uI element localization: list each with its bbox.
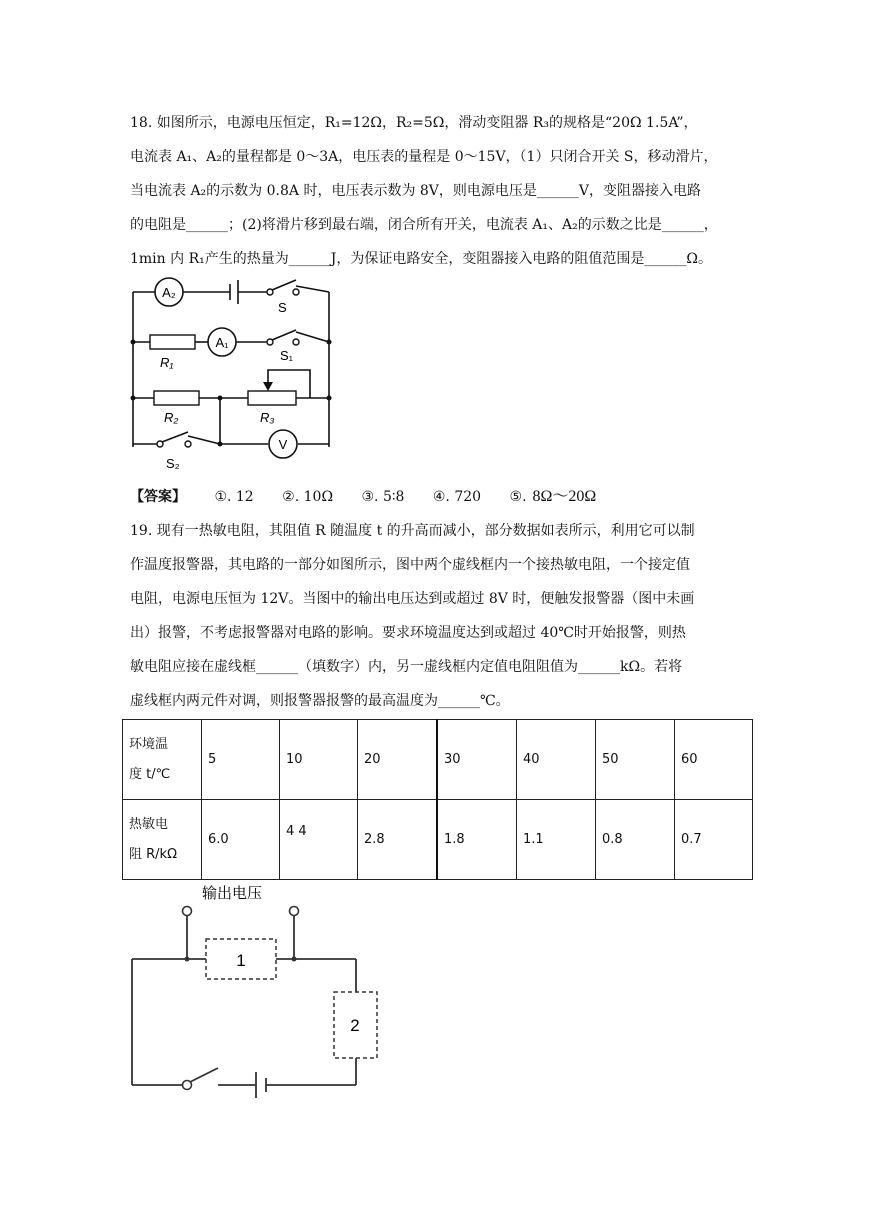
answer-line xyxy=(130,482,606,512)
label-r3: R₃ xyxy=(260,410,275,425)
table-cell: 1.8 xyxy=(437,800,517,880)
switch-s1-icon xyxy=(267,330,299,345)
q19-line: 敏电阻应接在虚线框______（填数字）内，另一虚线框内定值电阻阻值为______kΩ。若将 xyxy=(130,659,683,675)
label-s2: S₂ xyxy=(166,456,180,471)
q18-line: 电流表 A₁、A₂的量程都是 0～3A，电压表的量程是 0～15V，（1）只闭合开关 S，移动滑片， xyxy=(130,149,718,165)
question-18-text xyxy=(130,106,750,276)
q18-circuit-diagram xyxy=(120,272,342,478)
q18-line: 的电阻是______；(2)将滑片移到最右端，闭合所有开关，电流表 A₁、A₂的示数之比是______， xyxy=(130,217,718,233)
label-r2: R₂ xyxy=(164,410,179,425)
table-row xyxy=(123,800,753,880)
junction-dot xyxy=(292,957,297,962)
table-cell: 20 xyxy=(358,720,438,800)
switch-s2-icon xyxy=(157,432,191,447)
box-2-label: 2 xyxy=(350,1016,360,1035)
table-cell: 10 xyxy=(280,720,358,800)
table-cell: 4 4 xyxy=(280,800,358,880)
slider-arrow-icon xyxy=(263,382,273,391)
table-cell: 6.0 xyxy=(202,800,280,880)
rheostat-r3-icon xyxy=(248,391,296,405)
answer-item: ③. 5∶8 xyxy=(361,489,405,505)
label-a2: A₂ xyxy=(162,285,176,300)
label-v: V xyxy=(278,437,288,452)
battery-icon xyxy=(256,1072,266,1098)
table-cell: 50 xyxy=(596,720,675,800)
box-1-label: 1 xyxy=(236,951,246,970)
table-cell: 2.8 xyxy=(358,800,438,880)
table-cell: 40 xyxy=(517,720,596,800)
q18-line: 18. 如图所示，电源电压恒定，R₁=12Ω，R₂=5Ω，滑动变阻器 R₃的规格是“20Ω 1.5A”， xyxy=(130,115,698,131)
answer-item-final: 8Ω～20Ω xyxy=(532,488,597,505)
junction-dot xyxy=(185,957,190,962)
table-header-cell: 环境温 度 t/℃ xyxy=(123,720,202,800)
switch-s-icon xyxy=(267,280,299,295)
label-a1: A₁ xyxy=(215,335,229,350)
label-s: S xyxy=(278,300,287,315)
answer-tag: 【答案】 xyxy=(130,489,186,505)
q18-line: 当电流表 A₂的示数为 0.8A 时，电压表示数为 8V，则电源电压是______V，变阻器接入电路 xyxy=(130,183,702,199)
thermistor-table xyxy=(122,719,753,880)
battery-icon xyxy=(230,280,238,304)
q18-line: 1min 内 R₁产生的热量为______J，为保证电路安全，变阻器接入电路的阻值范围是______Ω。 xyxy=(130,251,712,267)
q19-line: 作温度报警器，其电路的一部分如图所示，图中两个虚线框内一个接热敏电阻，一个接定值 xyxy=(130,557,690,573)
switch-icon xyxy=(183,1068,219,1090)
label-s1: S₁ xyxy=(280,348,294,363)
table-cell: 5 xyxy=(202,720,280,800)
answer-item-prefix: ⑤. xyxy=(509,489,527,505)
q19-line: 19. 现有一热敏电阻，其阻值 R 随温度 t 的升高而减小，部分数据如表所示，利用它可以制 xyxy=(130,523,695,539)
label-r1: R₁ xyxy=(160,355,174,370)
table-cell: 0.8 xyxy=(596,800,675,880)
terminal-right-icon xyxy=(290,907,299,916)
q19-line: 出）报警，不考虑报警器对电路的影响。要求环境温度达到或超过 40℃时开始报警，则热 xyxy=(130,625,686,641)
table-cell: 60 xyxy=(675,720,753,800)
terminal-left-icon xyxy=(183,907,192,916)
resistor-r1-icon xyxy=(150,335,195,349)
q19-circuit-diagram xyxy=(120,878,390,1108)
q19-line: 虚线框内两元件对调，则报警器报警的最高温度为______℃。 xyxy=(130,693,510,709)
output-voltage-label: 输出电压 xyxy=(202,885,263,902)
answer-item: ④. 720 xyxy=(432,489,482,505)
answer-item: ②. 10Ω xyxy=(282,489,334,505)
table-row xyxy=(123,720,753,800)
answer-item: ①. 12 xyxy=(214,489,254,505)
table-header-cell: 热敏电 阻 R/kΩ xyxy=(123,800,202,880)
table-cell: 30 xyxy=(437,720,517,800)
question-19-text xyxy=(130,514,750,718)
q19-line: 电阻，电源电压恒为 12V。当图中的输出电压达到或超过 8V 时，便触发报警器（图中未画 xyxy=(130,591,695,607)
table-cell: 1.1 xyxy=(517,800,596,880)
resistor-r2-icon xyxy=(154,391,199,405)
table-cell: 0.7 xyxy=(675,800,753,880)
